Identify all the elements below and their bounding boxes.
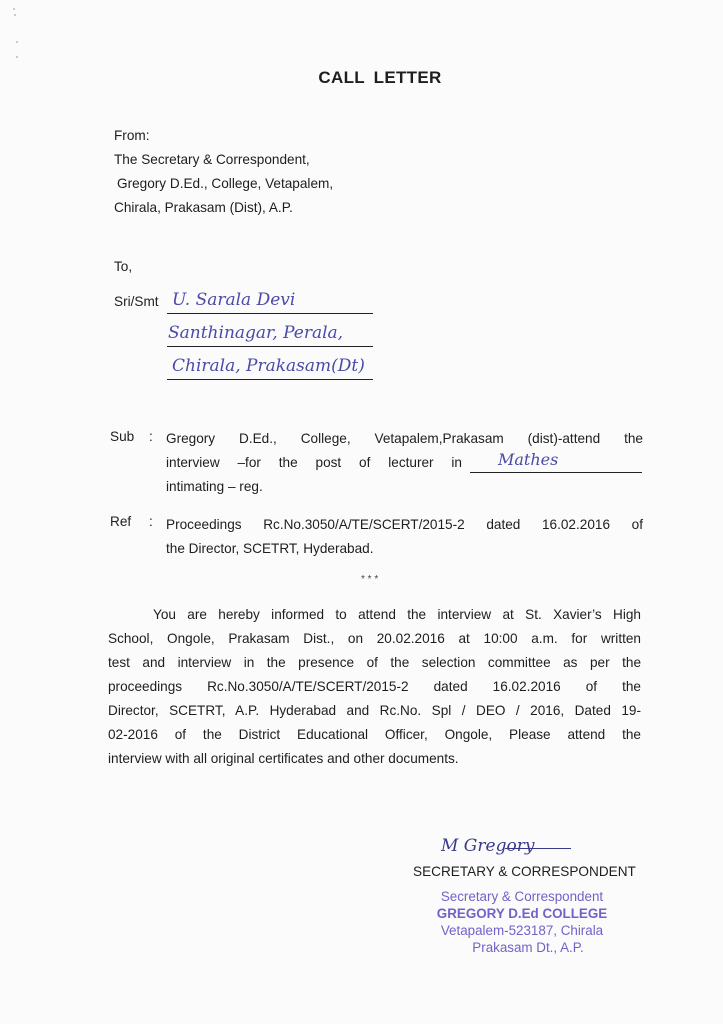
body-line: proceedings Rc.No.3050/A/TE/SCERT/2015-2 dated 16.02.2016 of the xyxy=(108,679,641,694)
subject-line: intimating – reg. xyxy=(166,479,263,494)
recipient-underline xyxy=(167,379,373,380)
scan-speck xyxy=(14,14,16,16)
subject-line: interview –for the post of lecturer in xyxy=(166,455,462,470)
college-stamp xyxy=(418,889,626,955)
from-line: Gregory D.Ed., College, Vetapalem, xyxy=(117,176,334,191)
signature-handwritten: M Gregory xyxy=(441,836,535,856)
from-line: The Secretary & Correspondent, xyxy=(114,152,310,167)
recipient-underline xyxy=(167,313,373,314)
body-line: You are hereby informed to attend the interview at St. Xavier’s High xyxy=(153,607,641,622)
scan-speck xyxy=(16,56,18,58)
body-line: interview with all original certificates and other documents. xyxy=(108,751,459,766)
recipient-address-handwritten: Chirala, Prakasam(Dt) xyxy=(172,356,365,376)
subject-label: Sub xyxy=(110,429,135,444)
subject-colon: : xyxy=(149,429,153,444)
document-title: CALL LETTER xyxy=(318,68,442,87)
body-line: 02-2016 of the District Educational Officer, Ongole, Please attend the xyxy=(108,727,641,742)
body-line: School, Ongole, Prakasam Dist., on 20.02.2016 at 10:00 a.m. for written xyxy=(108,631,641,646)
signature-stroke xyxy=(505,848,571,849)
reference-label: Ref xyxy=(110,514,132,529)
reference-line: Proceedings Rc.No.3050/A/TE/SCERT/2015-2 dated 16.02.2016 of xyxy=(166,517,643,532)
salutation-label: Sri/Smt xyxy=(114,294,159,309)
subject-underline xyxy=(470,472,642,473)
stamp-line: Vetapalem-523187, Chirala xyxy=(440,923,604,938)
body-line: test and interview in the presence of the selection committee as per the xyxy=(108,655,641,670)
scan-speck xyxy=(16,41,18,43)
reference-line: the Director, SCETRT, Hyderabad. xyxy=(166,541,374,556)
scan-speck xyxy=(13,8,15,10)
stamp-line: Secretary & Correspondent xyxy=(440,889,604,904)
from-label: From: xyxy=(114,128,150,143)
section-separator: * * * xyxy=(361,574,379,585)
from-line: Chirala, Prakasam (Dist), A.P. xyxy=(114,200,293,215)
signatory-designation: SECRETARY & CORRESPONDENT xyxy=(413,864,636,879)
reference-colon: : xyxy=(149,514,153,529)
subject-line: Gregory D.Ed., College, Vetapalem,Prakasam (dist)-attend the xyxy=(166,431,643,446)
stamp-line: Prakasam Dt., A.P. xyxy=(472,940,584,955)
recipient-underline xyxy=(167,346,373,347)
recipient-name-handwritten: U. Sarala Devi xyxy=(172,290,296,310)
subject-handwritten: Mathes xyxy=(498,450,559,469)
stamp-line: GREGORY D.Ed COLLEGE xyxy=(436,906,608,921)
to-label: To, xyxy=(114,259,133,274)
recipient-address-handwritten: Santhinagar, Perala, xyxy=(168,323,344,343)
body-line: Director, SCETRT, A.P. Hyderabad and Rc.No. Spl / DEO / 2016, Dated 19- xyxy=(108,703,641,718)
